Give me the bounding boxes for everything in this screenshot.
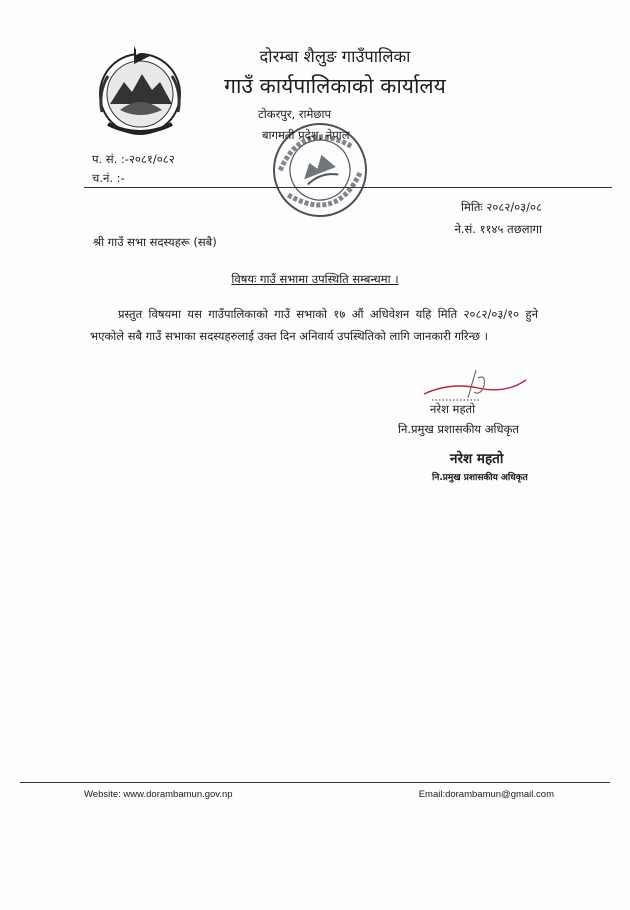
date-bs: मितिः २०८२/०३/०८ bbox=[461, 200, 542, 214]
letter-body: प्रस्तुत विषयमा यस गाउँपालिकाको गाउँ सभाको १७ औं अधिवेशन यहि मिति २०८२/०३/१० हुने भएकोले सबै गाउँ सभाका सदस्यहरुलाई उक्त दिन अनिवार्य उपस्थितिको लागि जानकारी गरिन्छ । bbox=[90, 307, 538, 343]
designation-stamp: नि.प्रमुख प्रशासकीय अधिकृत bbox=[432, 473, 528, 483]
address-line-2: बागमती प्रदेश, नेपाल bbox=[262, 128, 350, 142]
subject-text: विषयः गाउँ सभामा उपस्थिति सम्बन्धमा । bbox=[231, 272, 399, 286]
header-divider bbox=[84, 187, 612, 188]
signatory-name: नरेश महतो bbox=[430, 402, 476, 416]
handwritten-signature-icon bbox=[420, 368, 530, 404]
signatory-title: नि.प्रमुख प्रशासकीय अधिकृत bbox=[398, 422, 519, 436]
letter-number: प. सं. :-२०८१/०८२ bbox=[92, 152, 175, 166]
subject-line bbox=[0, 272, 630, 287]
municipality-name: दोरम्बा शैलुङ गाउँपालिका bbox=[259, 47, 411, 66]
date-block bbox=[454, 196, 542, 240]
dispatch-number: च.नं. :- bbox=[92, 171, 125, 185]
address-line-1: टोकरपुर, रामेछाप bbox=[258, 107, 331, 121]
date-nepal-sambat: ने.सं. ११४५ तछलागा bbox=[454, 222, 542, 236]
footer-email: Email:dorambamun@gmail.com bbox=[418, 789, 554, 800]
reference-block bbox=[92, 150, 175, 188]
footer-divider bbox=[20, 782, 610, 783]
office-title: गाउँ कार्यपालिकाको कार्यालय bbox=[224, 74, 446, 98]
footer-website: Website: www.dorambamun.gov.np bbox=[84, 789, 233, 800]
recipient: श्री गाउँ सभा सदस्यहरू (सबै) bbox=[93, 235, 217, 249]
name-stamp: नरेश महतो bbox=[450, 451, 504, 467]
